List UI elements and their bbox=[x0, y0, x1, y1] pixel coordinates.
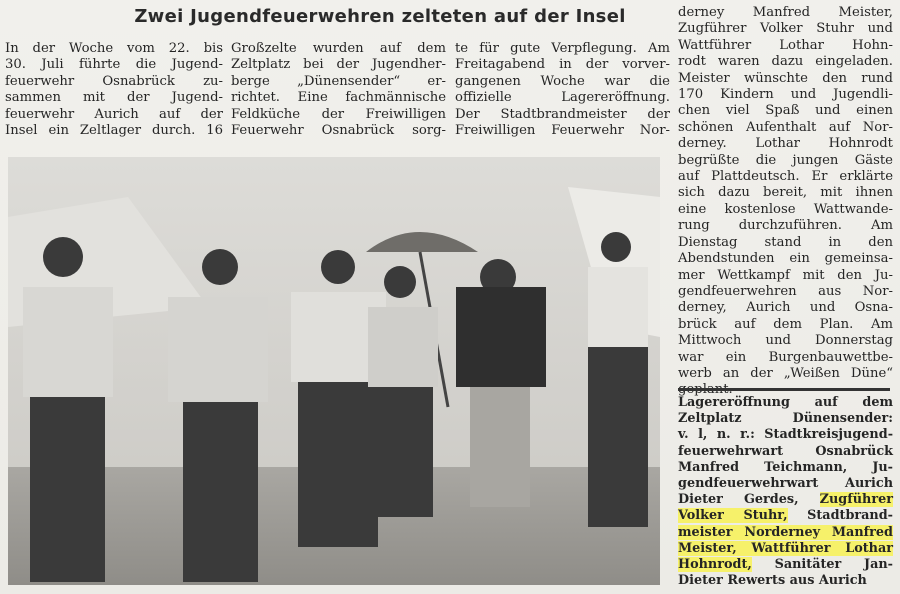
caption-line bbox=[678, 525, 893, 541]
text-line: mer Wettkampf mit den Ju- bbox=[678, 267, 893, 283]
text-line: te für gute Verpflegung. Am bbox=[455, 41, 670, 56]
article-headline: Zwei Jugendfeuerwehren zelteten auf der Insel bbox=[134, 6, 626, 27]
text-line: Abendstunden ein gemeinsa- bbox=[678, 251, 893, 267]
text-line: sammen mit der Jugend- bbox=[5, 90, 223, 106]
highlighted-text: Volker Stuhr, bbox=[678, 508, 788, 524]
caption-line: Dieter Rewerts aus Aurich bbox=[678, 573, 867, 589]
text-line: Zeltplatz bei der Jugendher- bbox=[231, 57, 446, 73]
text-line: gangenen Woche war die bbox=[455, 73, 670, 89]
text-line: 170 Kindern und Jugendli- bbox=[678, 87, 893, 103]
article-column-2 bbox=[231, 41, 446, 139]
text-line: Feuerwehr Osnabrück sorg- bbox=[231, 123, 446, 139]
group-photo bbox=[8, 157, 660, 585]
text-line: Insel ein Zeltlager durch. 16 bbox=[5, 123, 223, 139]
caption-text: Sanitäter Jan- bbox=[751, 557, 893, 573]
text-line: berge „Dünensender“ er- bbox=[231, 73, 446, 89]
text-line: chen viel Spaß und einen bbox=[678, 103, 893, 119]
text-line: Wattführer Lothar Hohn- bbox=[678, 37, 893, 53]
text-line: werb an der „Weißen Düne“ bbox=[678, 365, 893, 381]
caption-text: Stadtbrand- bbox=[787, 508, 893, 524]
caption-line: feuerwehrwart Osnabrück bbox=[678, 443, 893, 459]
caption-line: Lagereröffnung auf dem bbox=[678, 395, 893, 410]
caption-line bbox=[678, 492, 893, 508]
highlighted-text: Hohnrodt, bbox=[678, 557, 752, 573]
text-line: offizielle Lagereröffnung. bbox=[455, 90, 670, 106]
caption-line: Zeltplatz Dünensender: bbox=[678, 411, 893, 427]
text-line: schönen Aufenthalt auf Nor- bbox=[678, 119, 893, 135]
text-line: brück auf dem Plan. Am bbox=[678, 316, 893, 332]
article-column-1 bbox=[5, 41, 223, 139]
text-line: begrüßte die jungen Gäste bbox=[678, 152, 893, 168]
text-line: Freitagabend in der vorver- bbox=[455, 57, 670, 73]
text-line: feuerwehr Aurich auf der bbox=[5, 106, 223, 122]
text-line: Meister wünschte den rund bbox=[678, 70, 893, 86]
article-column-4 bbox=[678, 5, 893, 399]
text-line: Dienstag stand in den bbox=[678, 234, 893, 250]
text-line: rodt waren dazu eingeladen. bbox=[678, 54, 893, 70]
text-line: sich dazu bereit, mit ihnen bbox=[678, 185, 893, 201]
text-line: auf Plattdeutsch. Er erklärte bbox=[678, 169, 893, 185]
caption-line bbox=[678, 541, 893, 557]
text-line: war ein Burgenbauwettbe- bbox=[678, 349, 893, 365]
text-line: Der Stadtbrandmeister der bbox=[455, 106, 670, 122]
text-line: gendfeuerwehren aus Nor- bbox=[678, 283, 893, 299]
caption-line: v. l, n. r.: Stadtkreisjugend- bbox=[678, 427, 893, 443]
text-line: feuerwehr Osnabrück zu- bbox=[5, 73, 223, 89]
highlighted-text: Zugführer bbox=[819, 492, 893, 508]
text-line: In der Woche vom 22. bis bbox=[5, 41, 223, 56]
text-line: Mittwoch und Donnerstag bbox=[678, 333, 893, 349]
photo-illustration bbox=[8, 157, 660, 585]
caption-text: Dieter Gerdes, bbox=[678, 492, 820, 508]
text-line: derney Manfred Meister, bbox=[678, 5, 893, 20]
text-line: Großzelte wurden auf dem bbox=[231, 41, 446, 56]
text-line: derney, Aurich und Osna- bbox=[678, 300, 893, 316]
text-line: 30. Juli führte die Jugend- bbox=[5, 57, 223, 73]
caption-line bbox=[678, 508, 893, 524]
text-line: eine kostenlose Wattwande- bbox=[678, 201, 893, 217]
text-line: derney. Lothar Hohnrodt bbox=[678, 136, 893, 152]
photo-caption bbox=[678, 395, 893, 589]
text-line: richtet. Eine fachmännische bbox=[231, 90, 446, 106]
text-line: Zugführer Volker Stuhr und bbox=[678, 21, 893, 37]
text-line: rung durchzuführen. Am bbox=[678, 218, 893, 234]
article-column-3 bbox=[455, 41, 670, 139]
text-line: Feldküche der Freiwilligen bbox=[231, 106, 446, 122]
caption-line bbox=[678, 557, 893, 573]
text-line: Freiwilligen Feuerwehr Nor- bbox=[455, 123, 670, 139]
highlighted-text: meister Norderney Manfred bbox=[678, 524, 893, 540]
caption-line: Manfred Teichmann, Ju- bbox=[678, 459, 893, 475]
caption-line: gendfeuerwehrwart Aurich bbox=[678, 476, 893, 492]
caption-divider bbox=[678, 388, 890, 391]
highlighted-text: Meister, Wattführer Lothar bbox=[678, 540, 893, 556]
